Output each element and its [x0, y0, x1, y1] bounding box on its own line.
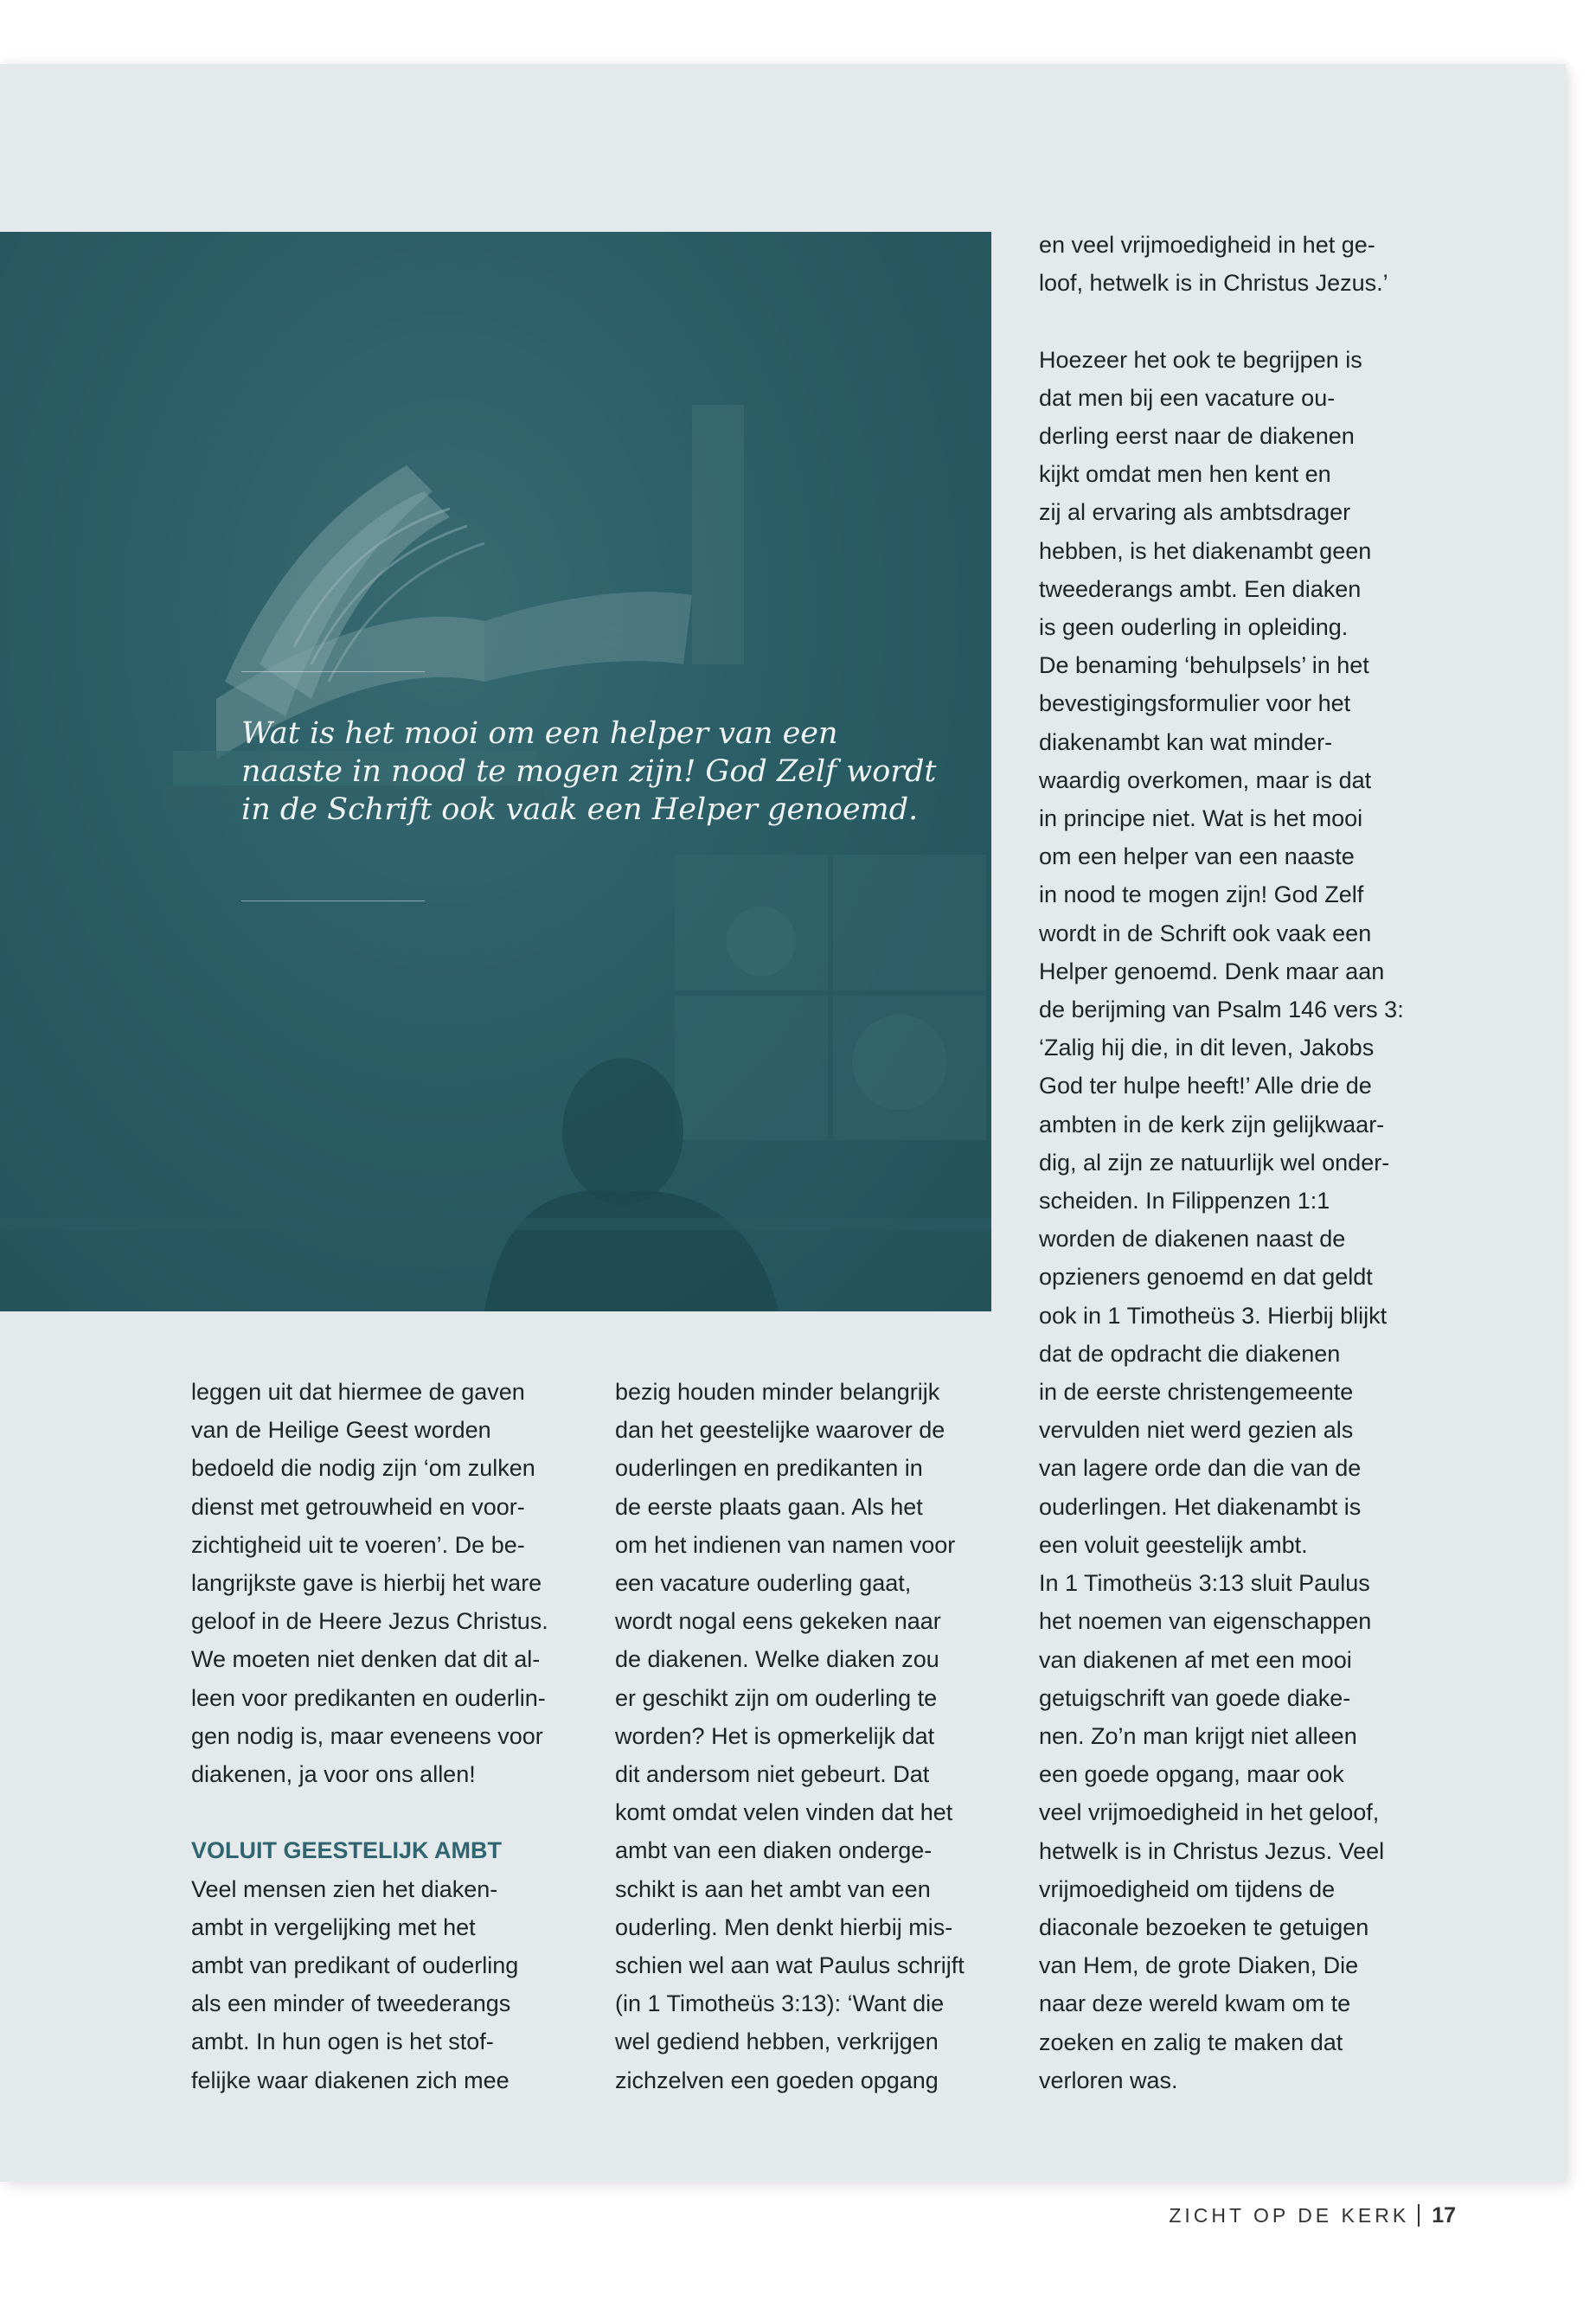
- text-line: en veel vrijmoedigheid in het ge-: [1039, 232, 1375, 258]
- text-line: vervulden niet werd gezien als: [1039, 1417, 1354, 1444]
- text-line: wordt nogal eens gekeken naar: [615, 1608, 941, 1635]
- text-line: In 1 Timotheüs 3:13 sluit Paulus: [1039, 1570, 1370, 1597]
- text-line: in de eerste christengemeente: [1039, 1379, 1354, 1406]
- text-line: diaconale bezoeken te getuigen: [1039, 1913, 1369, 1940]
- text-line: scheiden. In Filippenzen 1:1: [1039, 1188, 1330, 1215]
- text-line: dit andersom niet gebeurt. Dat: [615, 1761, 930, 1788]
- text-line: komt omdat velen vinden dat het: [615, 1799, 953, 1826]
- text-line: zij al ervaring als ambtsdrager: [1039, 499, 1351, 526]
- text-line: We moeten niet denken dat dit al-: [191, 1646, 541, 1673]
- text-line: ouderlingen en predikanten in: [615, 1455, 923, 1482]
- text-line: leggen uit dat hiermee de gaven: [191, 1379, 525, 1405]
- text-line: hebben, is het diakenambt geen: [1039, 537, 1372, 564]
- text-line: getuigschrift van goede diake-: [1039, 1684, 1351, 1711]
- text-line: vrijmoedigheid om tijdens de: [1039, 1875, 1336, 1902]
- text-line: naar deze wereld kwam om te: [1039, 1990, 1351, 2017]
- text-line: schien wel aan wat Paulus schrijft: [615, 1952, 965, 1979]
- paragraph-gap: [1039, 302, 1437, 340]
- text-line: De benaming ‘behulpsels’ in het: [1039, 652, 1369, 679]
- text-line: gen nodig is, maar eveneens voor: [191, 1722, 543, 1749]
- text-line: bedoeld die nodig zijn ‘om zulken: [191, 1455, 535, 1482]
- text-line: wel gediend hebben, verkrijgen: [615, 2029, 939, 2055]
- pull-quote-line: in de Schrift ook vaak een Helper genoemd.: [241, 792, 919, 827]
- text-line: er geschikt zijn om ouderling te: [615, 1684, 938, 1711]
- page-number: 17: [1432, 2203, 1456, 2227]
- text-line: leen voor predikanten en ouderlin-: [191, 1684, 546, 1711]
- text-line: nen. Zo’n man krijgt niet alleen: [1039, 1722, 1357, 1749]
- text-line: ouderling. Men denkt hierbij mis-: [615, 1913, 953, 1940]
- text-line: bezig houden minder belangrijk: [615, 1379, 940, 1405]
- column-left: [191, 1373, 589, 2099]
- text-line: zoeken en zalig te maken dat: [1039, 2029, 1343, 2055]
- text-line: van lagere orde dan die van de: [1039, 1455, 1362, 1482]
- text-line: Veel mensen zien het diaken-: [191, 1875, 498, 1902]
- column-right: [1039, 226, 1437, 2099]
- text-line: ook in 1 Timotheüs 3. Hierbij blijkt: [1039, 1302, 1388, 1329]
- text-line: bevestigingsformulier voor het: [1039, 690, 1351, 717]
- paragraph-gap: [191, 1793, 589, 1831]
- text-line: diakenambt kan wat minder-: [1039, 728, 1333, 755]
- page-footer: [1169, 2202, 1456, 2228]
- text-line: een vacature ouderling gaat,: [615, 1570, 912, 1597]
- text-line: ambt in vergelijking met het: [191, 1913, 476, 1940]
- text-line: in nood te mogen zijn! God Zelf: [1039, 881, 1364, 908]
- text-line: een voluit geestelijk ambt.: [1039, 1531, 1308, 1558]
- text-line: opzieners genoemd en dat geldt: [1039, 1264, 1373, 1291]
- text-line: tweederangs ambt. Een diaken: [1039, 575, 1362, 602]
- text-line: verloren was.: [1039, 2067, 1178, 2093]
- text-line: wordt in de Schrift ook vaak een: [1039, 920, 1372, 946]
- text-line: geloof in de Heere Jezus Christus.: [191, 1608, 548, 1635]
- text-line: van diakenen af met een mooi: [1039, 1646, 1352, 1673]
- text-line: ouderlingen. Het diakenambt is: [1039, 1493, 1362, 1520]
- text-line: langrijkste gave is hierbij het ware: [191, 1570, 542, 1597]
- text-line: dienst met getrouwheid en voor-: [191, 1493, 525, 1520]
- text-line: de eerste plaats gaan. Als het: [615, 1493, 923, 1520]
- footer-divider: [1418, 2204, 1420, 2227]
- text-line: van Hem, de grote Diaken, Die: [1039, 1952, 1359, 1979]
- text-line: het noemen van eigenschappen: [1039, 1608, 1372, 1635]
- text-line: loof, hetwelk is in Christus Jezus.’: [1039, 270, 1388, 297]
- pull-quote: [241, 715, 937, 829]
- pull-quote-line: naaste in nood te mogen zijn! God Zelf wordt: [241, 754, 937, 789]
- text-line: (in 1 Timotheüs 3:13): ‘Want die: [615, 1990, 945, 2017]
- text-line: de berijming van Psalm 146 vers 3:: [1039, 997, 1404, 1023]
- text-line: derling eerst naar de diakenen: [1039, 423, 1355, 449]
- text-line: hetwelk is in Christus Jezus. Veel: [1039, 1837, 1385, 1864]
- text-line: waardig overkomen, maar is dat: [1039, 766, 1372, 793]
- pull-quote-line: Wat is het mooi om een helper van een: [241, 716, 838, 751]
- text-line: is geen ouderling in opleiding.: [1039, 614, 1349, 641]
- text-line: worden? Het is opmerkelijk dat: [615, 1722, 935, 1749]
- text-line: ambt. In hun ogen is het stof-: [191, 2029, 494, 2055]
- text-line: Helper genoemd. Denk maar aan: [1039, 958, 1385, 984]
- text-line: in principe niet. Wat is het mooi: [1039, 805, 1363, 832]
- text-line: Hoezeer het ook te begrijpen is: [1039, 346, 1362, 373]
- text-line: dan het geestelijke waarover de: [615, 1417, 945, 1444]
- text-line: schikt is aan het ambt van een: [615, 1875, 931, 1902]
- text-line: dat men bij een vacature ou-: [1039, 384, 1336, 411]
- text-line: God ter hulpe heeft!’ Alle drie de: [1039, 1073, 1372, 1099]
- text-line: een goede opgang, maar ook: [1039, 1761, 1344, 1788]
- text-line: diakenen, ja voor ons allen!: [191, 1761, 476, 1788]
- text-line: van de Heilige Geest worden: [191, 1417, 491, 1444]
- text-line: zichtigheid uit te voeren’. De be-: [191, 1531, 525, 1558]
- quote-rule-top: [241, 671, 425, 672]
- text-line: worden de diakenen naast de: [1039, 1226, 1346, 1253]
- text-line: ambt van predikant of ouderling: [191, 1952, 519, 1979]
- text-line: kijkt omdat men hen kent en: [1039, 461, 1331, 488]
- text-line: veel vrijmoedigheid in het geloof,: [1039, 1799, 1380, 1826]
- text-line: de diakenen. Welke diaken zou: [615, 1646, 939, 1673]
- column-middle: [615, 1373, 1013, 2099]
- text-line: om een helper van een naaste: [1039, 843, 1355, 870]
- text-line: als een minder of tweederangs: [191, 1990, 511, 2017]
- text-line: dig, al zijn ze natuurlijk wel onder-: [1039, 1149, 1390, 1176]
- text-line: zichzelven een goeden opgang: [615, 2067, 939, 2093]
- text-line: ambt van een diaken onderge-: [615, 1837, 933, 1864]
- section-heading: VOLUIT GEESTELIJK AMBT: [191, 1837, 503, 1864]
- text-line: om het indienen van namen voor: [615, 1531, 956, 1558]
- text-line: dat de opdracht die diakenen: [1039, 1340, 1341, 1367]
- text-line: ambten in de kerk zijn gelijkwaar-: [1039, 1111, 1385, 1138]
- magazine-title: ZICHT OP DE KERK: [1169, 2204, 1410, 2227]
- text-line: ‘Zalig hij die, in dit leven, Jakobs: [1039, 1035, 1375, 1061]
- text-line: felijke waar diakenen zich mee: [191, 2067, 510, 2093]
